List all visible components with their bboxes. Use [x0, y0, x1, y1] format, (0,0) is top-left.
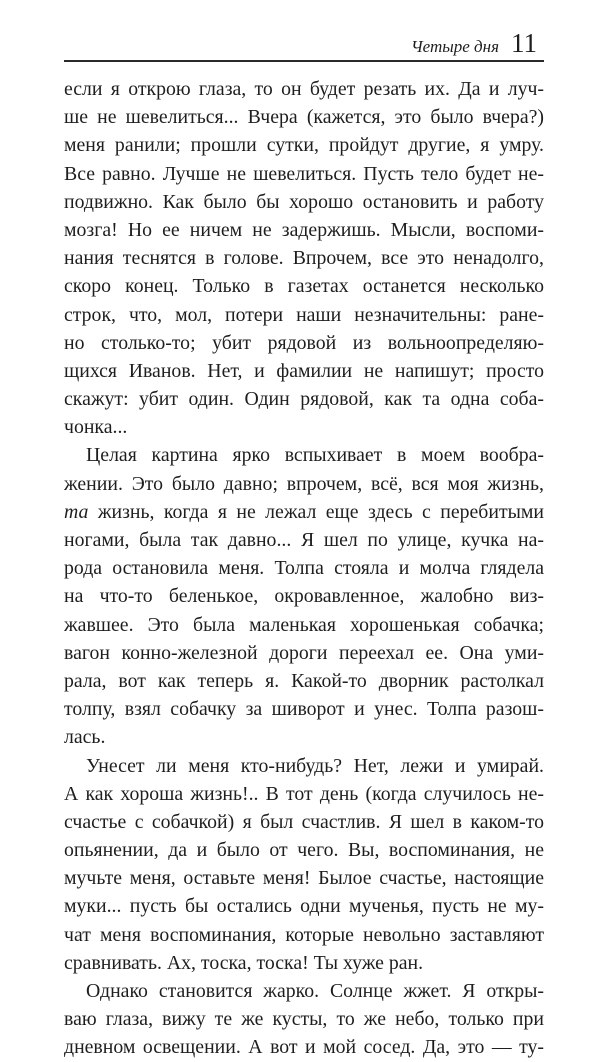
running-head: [411, 28, 537, 62]
text-line: ваю глаза, вижу те же кусты, то же небо, только при: [64, 1008, 544, 1031]
text-line: строк, что, мол, потери наши незначительны: ране-: [64, 303, 544, 326]
text-line: вагон конно-железной дороги переехал ее. Она уми-: [64, 641, 544, 664]
text-line: мозга! Но ее ничем не задержишь. Мысли, воспоми-: [64, 218, 544, 241]
text-line: [64, 498, 544, 526]
text-line: счастье с собачкой) я был счастлив. Я шел в каком-то: [64, 810, 544, 833]
text-line: на что-то беленькое, окровавленное, жалобно виз-: [64, 585, 544, 608]
text-line: если я открою глаза, то он будет резать их. Да и луч-: [64, 78, 544, 100]
text-line: ше не шевелиться... Вчера (кажется, это было вчера?): [64, 106, 544, 129]
text-line: меня ранили; прошли сутки, пройдут другие, я умру.: [64, 134, 544, 157]
page-number: 11: [511, 28, 537, 58]
italic-word: та: [64, 500, 89, 523]
text-line: рала, вот как теперь я. Какой-то дворник растолкал: [64, 669, 544, 692]
text-line: нания теснятся в голове. Впрочем, все это ненадолго,: [64, 247, 544, 270]
text-line: толпу, взял собачку за шиворот и унес. Толпа разош-: [64, 698, 544, 721]
text-line: Все равно. Лучше не шевелиться. Пусть тело будет не-: [64, 162, 544, 185]
text-line: дневном освещении. А вот и мой сосед. Да, это — ту-: [64, 1036, 544, 1059]
text-line: сравнивать. Ах, тоска, тоска! Ты хуже ран.: [64, 951, 424, 974]
text-line: Однако становится жарко. Солнце жжет. Я откры-: [86, 980, 544, 1002]
text-line: подвижно. Как было бы хорошо остановить и работу: [64, 190, 544, 213]
text-line: ногами, была так давно... Я шел по улице, кучка на-: [64, 529, 544, 551]
text-line: муки... пусть бы остались одни мученья, пусть не му-: [64, 895, 544, 918]
text-line: опьянении, да и было от чего. Вы, воспоминания, не: [64, 839, 544, 862]
text-line: скажут: убит один. Один рядовой, как та одна соба-: [64, 388, 544, 411]
text-line: скоро конец. Только в газетах останется несколько: [64, 275, 544, 298]
text-line: лась.: [64, 726, 106, 749]
text-line: чат меня воспоминания, которые невольно заставляют: [64, 923, 544, 946]
text-line: чонка...: [64, 416, 128, 439]
text-line: Унесет ли меня кто-нибудь? Нет, лежи и умирай.: [86, 754, 544, 777]
text-line: мучьте меня, оставьте меня! Былое счастье, настоящие: [64, 867, 544, 890]
text-line: но столько-то; убит рядовой из вольноопределяю-: [64, 331, 544, 354]
text-segment: жизнь, когда я не лежал еще здесь с перебитыми: [88, 500, 544, 523]
text-line: щихся Иванов. Нет, и фамилии не напишут; просто: [64, 359, 544, 382]
text-line: Целая картина ярко вспыхивает в моем вообра-: [86, 444, 544, 467]
running-head-title: Четыре дня: [410, 37, 499, 56]
text-line: рода остановила меня. Толпа стояла и молча глядела: [64, 557, 544, 580]
text-line: жавшее. Это была маленькая хорошенькая собачка;: [64, 613, 544, 636]
text-line: А как хороша жизнь!.. В тот день (когда случилось не-: [64, 782, 544, 805]
body-text: [64, 75, 544, 1062]
text-line: жении. Это было давно; впрочем, всё, вся моя жизнь,: [64, 472, 544, 495]
header-rule: [64, 60, 544, 62]
